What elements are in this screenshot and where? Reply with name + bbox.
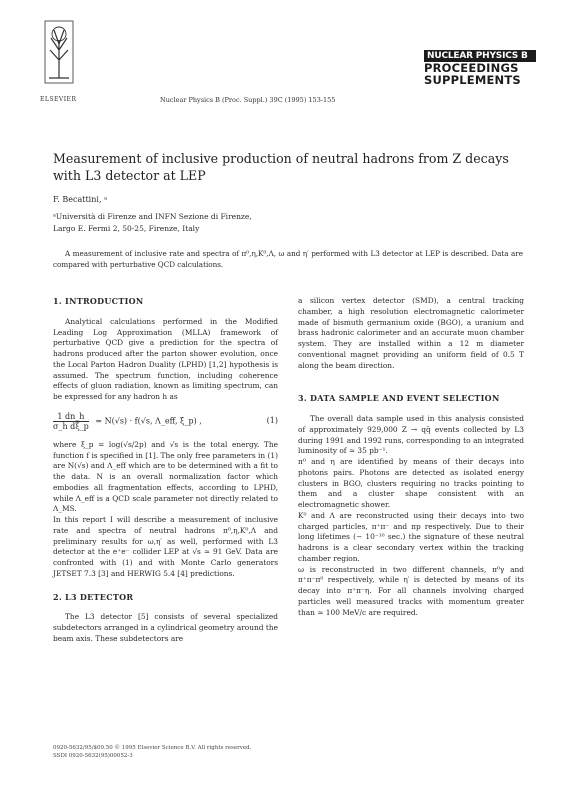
intro-paragraph-3: In this report I will describe a measurement of inclusive rate and spectra of neutral hadrons π⁰,η,K⁰,Λ and preliminary results for ω,η′ as well, performed with L3 detector at the e⁺e⁻ collider LEP at √s ≃ 91 GeV. Data are confronted with (1) and with Monte Carlo generators JETSET 7.3 [3] and HERWIG 5.4 [4] predictions.: [53, 515, 278, 578]
equation-lhs-denominator: σ_h dξ_p: [53, 421, 89, 431]
brand-line-proceedings: PROCEEDINGS: [424, 61, 519, 75]
data-paragraph-3: K⁰ and Λ are reconstructed using their decays into two charged particles, π⁺π⁻ and πp respectively. Due to their long lifetimes (∼ 10⁻¹⁰ sec.) the signature of these neutral hadrons is a clear secondary vertex within the tracking chamber region.: [298, 510, 524, 563]
intro-paragraph-2: where ξ_p = log(√s/2p) and √s is the total energy. The function f is specified in [1]. The only free parameters in (1) are N(√s) and Λ_eff which are to be determined with a fit to the data. N is an overall normalization factor which embodies all fragmentation effects, according to LPHD, while Λ_eff is a QCD scale parameter not directly related to Λ_MS.: [53, 439, 278, 514]
data-paragraph-4: ω is reconstructed in two different channels, π⁰γ and π⁺π⁻π⁰ respectively, while η′ is detected by means of its decay into π⁺π⁻η. For all channels involving charged particles well measured tracks with momentum greater than ≃ 100 MeV/c are required.: [298, 564, 524, 617]
copyright-footer: [53, 744, 251, 760]
affiliation: ᵃUniversità di Firenze and INFN Sezione di Firenze, Largo E. Fermi 2, 50-25, Firenze, Italy: [53, 212, 252, 233]
section-heading-detector: 2. L3 DETECTOR: [53, 591, 134, 602]
copyright-line: 0920-5632/95/$09.50 © 1995 Elsevier Science B.V. All rights reserved.: [53, 745, 252, 751]
brand-line-supplements: SUPPLEMENTS: [424, 73, 521, 87]
publisher-name: ELSEVIER: [40, 96, 77, 103]
detector-paragraph-2: a silicon vertex detector (SMD), a central tracking chamber, a high resolution electromagnetic calorimeter made of bismuth germanium oxide (BGO), a uranium and brass hadronic calorimeter and an accurate muon chamber system. They are installed within a 12 m diameter conventional magnet providing an uniform field of 0.5 T along the beam direction.: [298, 296, 524, 370]
detector-paragraph-1: The L3 detector [5] consists of several specialized subdetectors arranged in a cylindrical geometry around the beam axis. These subdetectors are: [53, 612, 278, 643]
equation-lhs: [53, 412, 89, 431]
left-column: [53, 296, 278, 645]
abstract: A measurement of inclusive rate and spectra of π⁰,η,K⁰,Λ, ω and η′ performed with L3 detector at LEP is described. Data are compared with perturbative QCD calculations.: [53, 249, 523, 269]
right-column: [298, 296, 524, 618]
brand-bar: NUCLEAR PHYSICS B: [424, 50, 536, 62]
running-head: Nuclear Physics B (Proc. Suppl.) 39C (1995) 153-155: [160, 96, 336, 104]
author-line: F. Becattini, ᵃ: [53, 195, 108, 204]
tree-emblem-icon: [44, 20, 74, 84]
equation-1: [53, 412, 278, 431]
equation-number: (1): [266, 415, 278, 425]
section-heading-introduction: 1. INTRODUCTION: [53, 296, 144, 306]
equation-rhs: = N(√s) · f(√s, Λ_eff, ξ_p) ,: [95, 416, 202, 426]
ssdi-line: SSDI 0920-5632(95)00052-3: [53, 753, 133, 759]
paper-title: Measurement of inclusive production of neutral hadrons from Z decays with L3 detector at LEP: [53, 151, 509, 183]
publisher-logo: [44, 20, 74, 84]
intro-paragraph-1: Analytical calculations performed in the Modified Leading Log Approximation (MLLA) framework of perturbative QCD give a prediction for the spectra of hadrons produced after the parton shower evolution, once the Local Parton Hadron Duality (LPHD) [1,2] hypothesis is assumed. The spectrum function, including coherence effects of gluon radiation, known as limiting spectrum, can be expressed for any hadron h as: [53, 316, 278, 401]
equation-lhs-numerator: 1 dn_h: [53, 412, 89, 422]
data-paragraph-2: π⁰ and η are identified by means of their decays into photons pairs. Photons are detected as isolated energy clusters in BGO, clusters requiring no tracks pointing to them and a cluster shape consistent with an electromagnetic shower.: [298, 457, 524, 509]
section-heading-data-sample: 3. DATA SAMPLE AND EVENT SELECTION: [298, 393, 500, 404]
data-paragraph-1: The overall data sample used in this analysis consisted of approximately 929,000 Z → qq̄ events collected by L3 during 1991 and 1992 runs, corresponding to an integrated luminosity of ≃ 35 pb⁻¹.: [298, 414, 524, 456]
journal-brand: [424, 50, 536, 86]
